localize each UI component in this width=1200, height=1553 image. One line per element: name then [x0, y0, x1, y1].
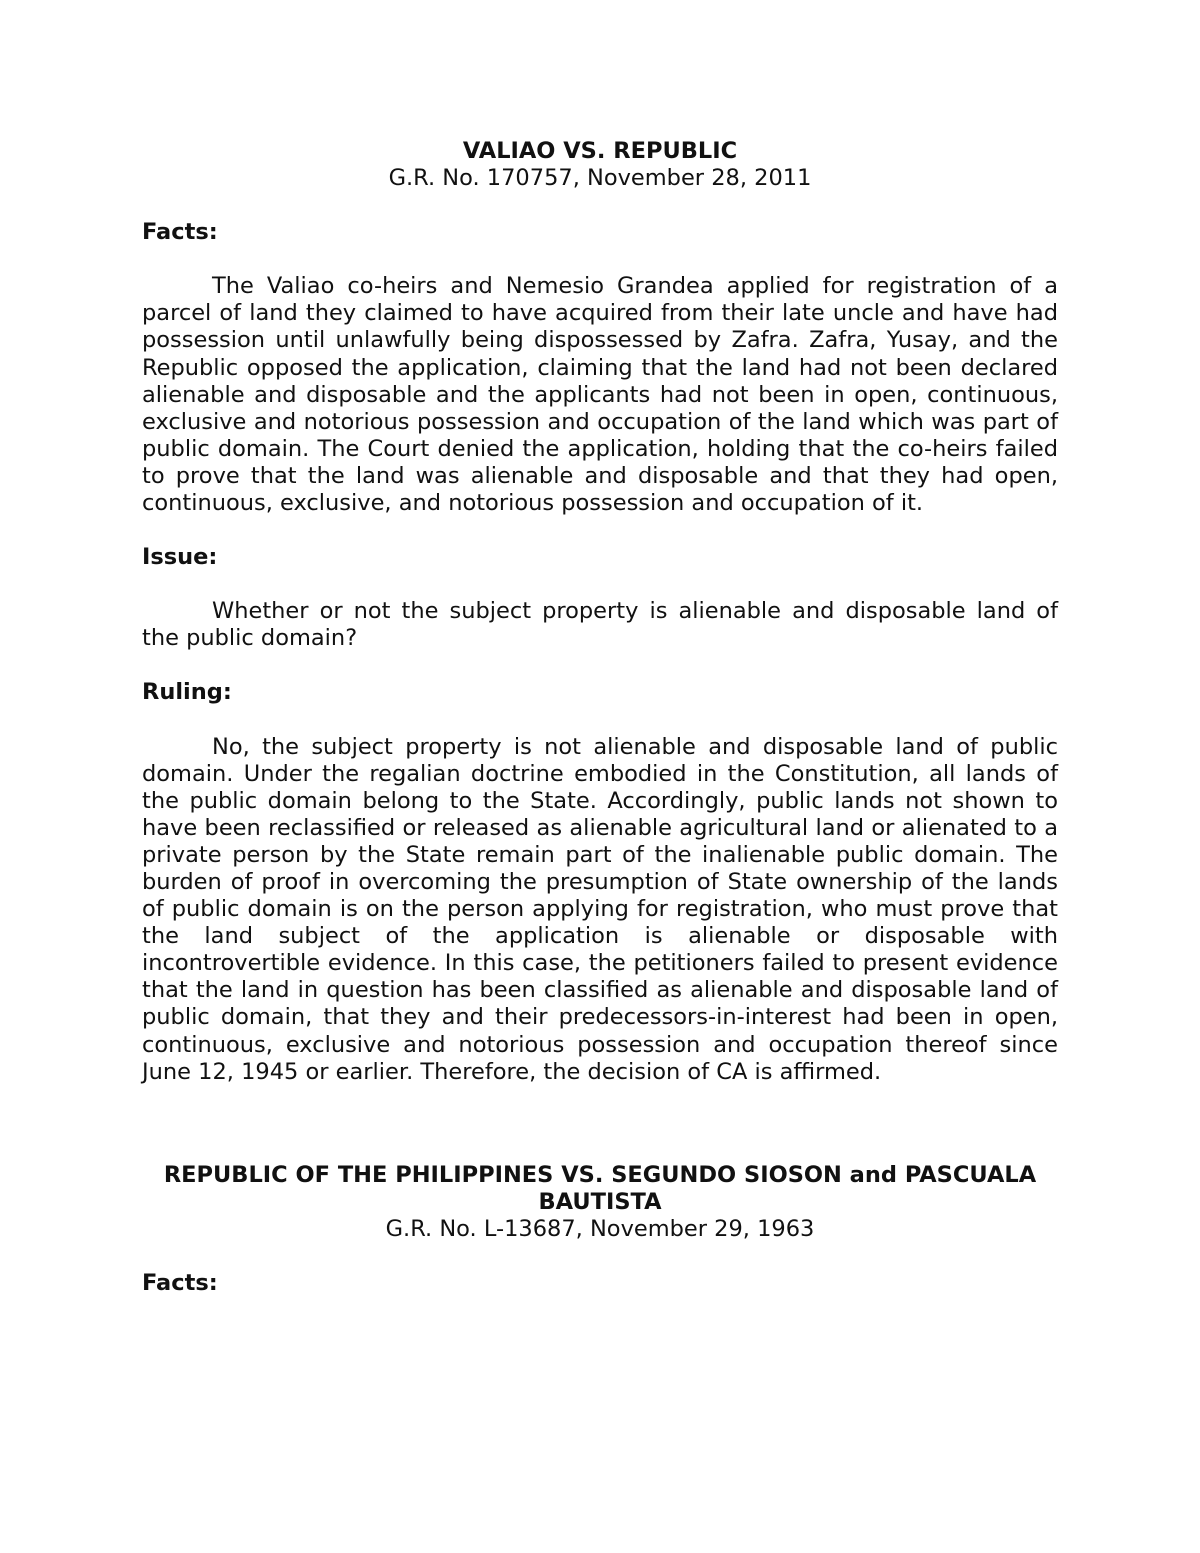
issue-heading: Issue:: [142, 544, 218, 571]
document-page: [142, 138, 1058, 1297]
facts-heading: Facts:: [142, 219, 218, 246]
case-title: VALIAO VS. REPUBLIC: [462, 138, 738, 164]
case-citation: G.R. No. 170757, November 28, 2011: [388, 165, 812, 192]
case-citation-second: G.R. No. L-13687, November 29, 1963: [385, 1215, 815, 1242]
ruling-paragraph: No, the subject property is not alienable and disposable land of public domain. Under the regalian doctrine embodied in the Constitution, all lands of the public domain belong to the State. Accordingly, public lands not shown to have been reclassified or released as alienable agricultural land or alienated to a private person by the State remain part of the inalienable public domain. The burden of proof in overcoming the presumption of State ownership of the lands of public domain is on the person applying for registration, who must prove that the land subject of the application is alienable or disposable with incontrovertible evidence. In this case, the petitioners failed to present evidence that the land in question has been classified as alienable and disposable land of public domain, that they and their predecessors-in-interest had been in open, continuous, exclusive and notorious possession and occupation thereof since June 12, 1945 or earlier. Therefore, the decision of CA is affirmed.: [142, 733, 1058, 1085]
ruling-heading: Ruling:: [142, 679, 232, 706]
case-title-second: REPUBLIC OF THE PHILIPPINES VS. SEGUNDO SIOSON and PASCUALA BAUTISTA: [163, 1161, 1037, 1215]
issue-paragraph: Whether or not the subject property is alienable and disposable land of the public domain?: [142, 598, 1058, 652]
facts-paragraph: The Valiao co-heirs and Nemesio Grandea applied for registration of a parcel of land they claimed to have acquired from their late uncle and have had possession until unlawfully being dispossessed by Zafra. Zafra, Yusay, and the Republic opposed the application, claiming that the land had not been declared alienable and disposable and the applicants had not been in open, continuous, exclusive and notorious possession and occupation of the land which was part of public domain. The Court denied the application, holding that the co-heirs failed to prove that the land was alienable and disposable and that they had open, continuous, exclusive, and notorious possession and occupation of it.: [142, 273, 1058, 517]
facts-heading-second: Facts:: [142, 1270, 218, 1296]
